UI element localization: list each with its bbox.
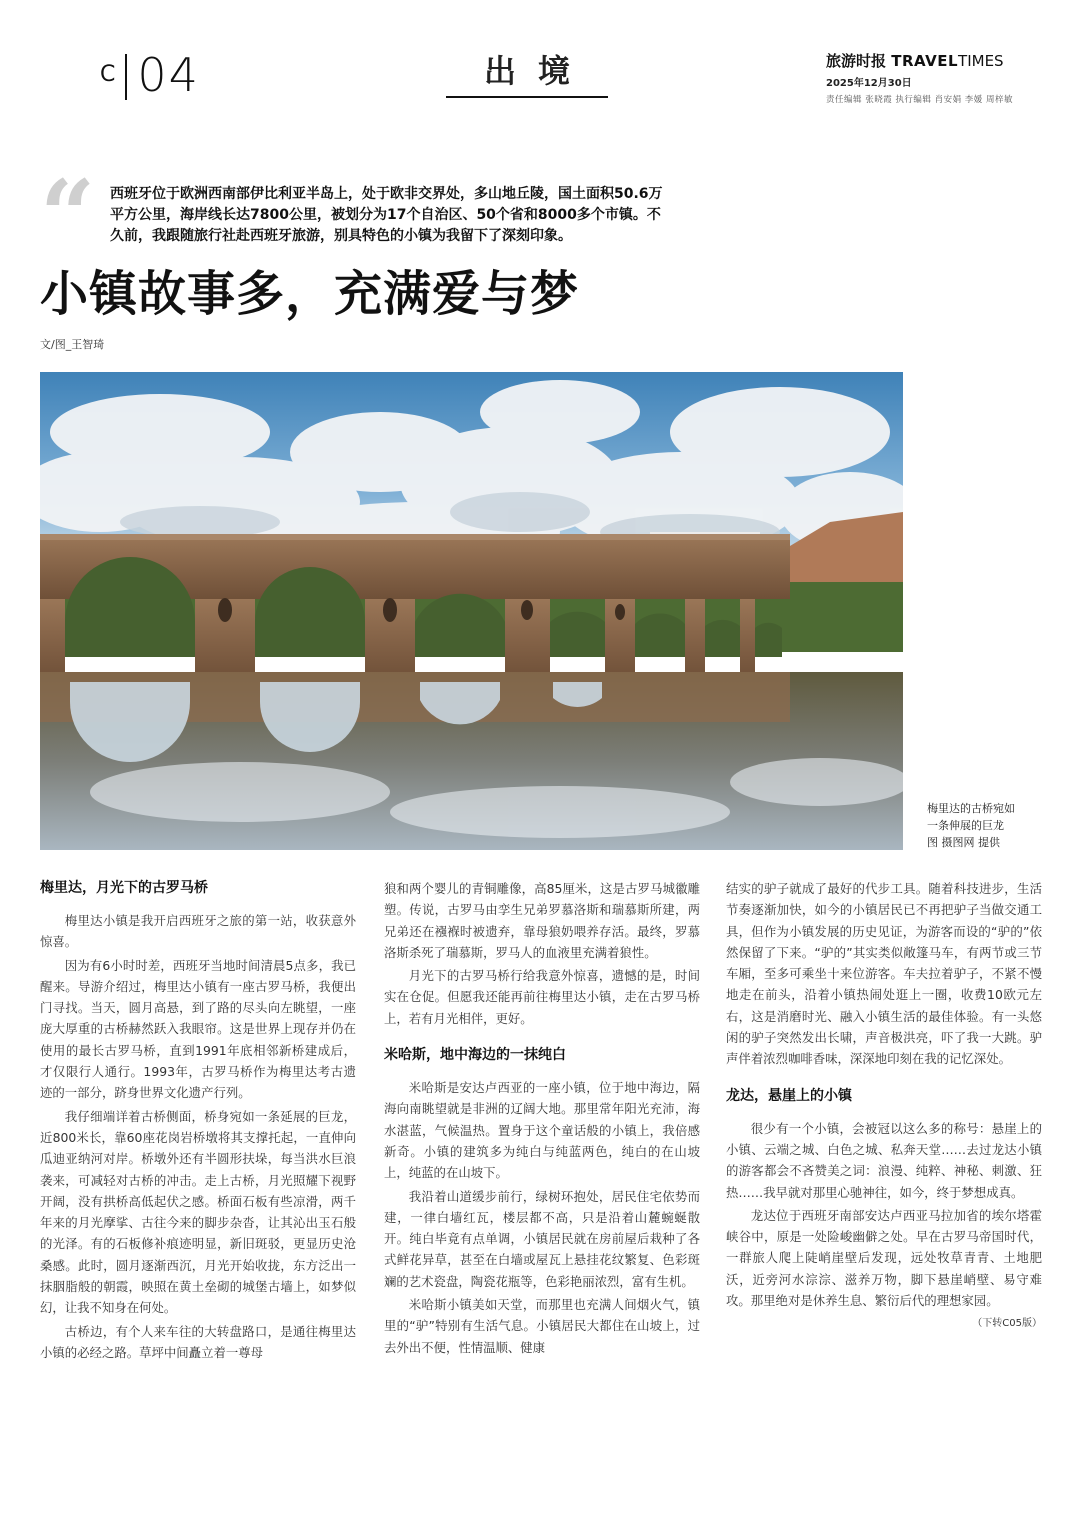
subheading-merida: 梅里达，月光下的古罗马桥 (40, 880, 208, 896)
article-column-2 (384, 878, 700, 1360)
paper-name-en-bold: TRAVEL (891, 52, 959, 70)
article-column-1 (40, 878, 356, 1365)
paragraph: 米哈斯是安达卢西亚的一座小镇，位于地中海边，隔海向南眺望就是非洲的辽阔大地。那里常年阳光充沛，海水湛蓝，气候温热。置身于这个童话般的小镇上，我倍感新奇。小镇的建筑多为纯白与纯蓝两色，纯白的在山坡上，纯蓝的在山坡下。 (384, 1080, 700, 1181)
roman-bridge-illustration (40, 372, 903, 850)
section-title: 出境 (483, 52, 592, 90)
paragraph: 我沿着山道缓步前行，绿树环抱处，居民住宅依势而建，一律白墙红瓦，楼层都不高，只是沿着山麓蜿蜒散开。纯白毕竟有点单调，小镇居民就在房前屋后栽种了各式鲜花异草，甚至在白墙或屋瓦上悬挂花纹繁复、色彩斑斓的艺术瓷盘，陶瓷花瓶等，色彩艳丽浓烈，富有生机。 (384, 1188, 700, 1289)
paper-name-cn: 旅游时报 (826, 52, 887, 70)
page-number-value: 04 (137, 48, 200, 102)
paragraph: 龙达位于西班牙南部安达卢西亚马拉加省的埃尔塔霍峡谷中，原是一处险峻幽僻之处。早在古罗马帝国时代，一群旅人爬上陡峭崖壁后发现，远处牧草青青、土地肥沃，近旁河水淙淙、滋养万物，脚下悬崖峭壁、易守难攻。那里绝对是休养生息、繁衍后代的理想家园。 (726, 1207, 1042, 1309)
paper-name-en-light: TIMES (958, 52, 1004, 70)
byline: 文/图_王智琦 (40, 338, 105, 351)
subheading-mijas: 米哈斯，地中海边的一抹纯白 (384, 1047, 566, 1064)
quote-mark-icon: “ (40, 159, 96, 272)
paper-name (826, 50, 1056, 71)
photo-credit: 图 摄图网 提供 (927, 836, 1000, 849)
photo-caption-line1: 梅里达的古桥宛如 (927, 802, 1015, 815)
bridge-photo (40, 372, 903, 850)
paragraph: 我仔细端详着古桥侧面，桥身宛如一条延展的巨龙，近800米长，靠60座花岗岩桥墩将其支撑托起，一直伸向瓜迪亚纳河对岸。桥墩外还有半圆形扶垛，每当洪水巨浪袭来，可减轻对古桥的冲击。走上古桥，月光照耀下视野开阔，没有拱桥高低起伏之感。桥面石板有些凉滑，两千年来的月光摩挲、古往今来的脚步杂沓，让其沁出玉石般的光泽。有的石板修补痕迹明显，新旧斑驳，更显历史沧桑感。此时，圆月逐渐西沉，月光开始收拢，东方泛出一抹胭脂般的朝霞，映照在黄土垒砌的城堡古墙上，如梦似幻，让我不知身在何处。 (40, 1108, 356, 1316)
lead-paragraph: 西班牙位于欧洲西南部伊比利亚半岛上，处于欧非交界处，多山地丘陵，国土面积50.6万平方公里，海岸线长达7800公里，被划分为17个自治区、50个省和8000多个市镇。不久前，我跟随旅行社赴西班牙旅游，别具特色的小镇为我留下了深刻印象。 (110, 186, 663, 244)
paragraph: 因为有6小时时差，西班牙当地时间清晨5点多，我已醒来。导游介绍过，梅里达小镇有一座古罗马桥，我便出门寻找。当天，圆月高悬，到了路的尽头向左眺望，一座庞大厚重的古桥赫然跃入我眼帘。这是世界上现存并仍在使用的最长古罗马桥，直到1991年底相邻新桥建成后，才仅限行人通行。1993年，古罗马桥作为梅里达考古遗迹的一部分，跻身世界文化遗产行列。 (40, 957, 356, 1101)
paragraph: 梅里达小镇是我开启西班牙之旅的第一站，收获意外惊喜。 (40, 913, 356, 950)
masthead (826, 50, 1056, 105)
continued-note: （下转C05版） (972, 1318, 1042, 1330)
paragraph: 米哈斯小镇美如天堂，而那里也充满人间烟火气，镇里的“驴”特别有生活气息。小镇居民大都住在山坡上，过去外出不便，性情温顺、健康 (384, 1297, 700, 1355)
photo-caption (927, 800, 1047, 851)
paragraph: 结实的驴子就成了最好的代步工具。随着科技进步，生活节奏逐渐加快，如今的小镇居民已不再把驴子当做交通工具，但作为小镇发展的历史见证，为游客而设的“驴的”依然保留了下来。“驴的”其实类似敞篷马车，有两节或三节车厢，至多可乘坐十来位游客。车夫拉着驴子，不紧不慢地走在前头，沿着小镇热闹处逛上一圈，收费10欧元左右，这是消磨时光、融入小镇生活的最佳体验。有一头悠闲的驴子突然发出长啸，声音极洪亮，吓了我一大跳。驴声伴着浓烈咖啡香味，深深地印刻在我的记忆深处。 (726, 881, 1042, 1067)
section-title-rule (446, 96, 608, 98)
page-number-divider (125, 54, 127, 100)
subheading-ronda: 龙达，悬崖上的小镇 (726, 1087, 852, 1104)
paragraph: 狼和两个婴儿的青铜雕像，高85厘米，这是古罗马城徽雕塑。传说，古罗马由孪生兄弟罗慕洛斯和瑞慕斯所建，两兄弟还在襁褓时被遗弃，靠母狼奶喂养存活。最终，罗慕洛斯杀死了瑞慕斯，罗马人的血液里充满着狼性。 (384, 881, 700, 960)
paragraph: 很少有一个小镇，会被冠以这么多的称号：悬崖上的小镇、云端之城、白色之城、私奔天堂……去过龙达小镇的游客都会不吝赞美之词：浪漫、纯粹、神秘、刺激、狂热……我早就对那里心驰神往，如今，终于梦想成真。 (726, 1120, 1042, 1200)
headline: 小镇故事多，充满爱与梦 (40, 266, 580, 322)
paragraph: 古桥边，有个人来车往的大转盘路口，是通往梅里达小镇的必经之路。草坪中间矗立着一尊母 (40, 1323, 356, 1360)
editors-line: 责任编辑 张晓霞 执行编辑 肖安娟 李媛 周梓敏 (826, 95, 1014, 105)
article-column-3 (726, 878, 1042, 1335)
paragraph: 月光下的古罗马桥行给我意外惊喜，遗憾的是，时间实在仓促。但愿我还能再前往梅里达小镇，走在古罗马桥上，若有月光相伴，更好。 (384, 968, 700, 1026)
section-letter: C (100, 62, 122, 87)
photo-caption-line2: 一条伸展的巨龙 (927, 819, 1004, 832)
page-number (100, 48, 200, 102)
issue-date: 2025年12月30日 (826, 78, 912, 89)
